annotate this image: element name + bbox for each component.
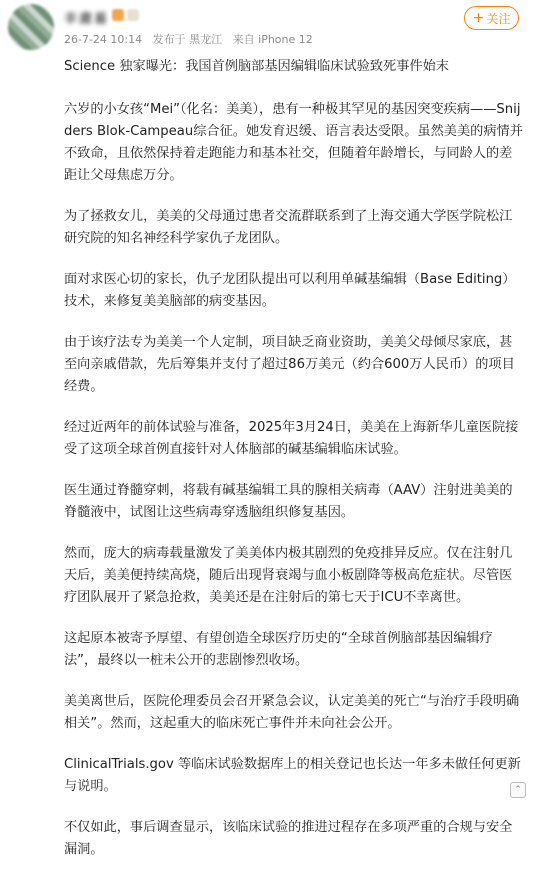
post-paragraph: 这起原本被寄予厚望、有望创造全球医疗历史的“全球首例脑部基因编辑疗法”，最终以一桩未公开的悲剧惨烈收场。 [64, 631, 493, 668]
post-paragraph: 美美离世后，医院伦理委员会召开紧急会议，认定美美的死亡“与治疗手段明确相关”。然而，这起重大的临床死亡事件并未向社会公开。 [64, 694, 520, 731]
post-location: 发布于 黑龙江 [152, 33, 223, 46]
post-paragraph: 医生通过脊髓穿刺，将载有碱基编辑工具的腺相关病毒（AAV）注射进美美的脊髓液中，试图让这些病毒穿透脑组织修复基因。 [64, 483, 513, 520]
post-meta [64, 31, 320, 47]
post-paragraph: 为了拯救女儿，美美的父母通过患者交流群联系到了上海交通大学医学院松江研究院的知名神经科学家仇子龙团队。 [64, 209, 513, 246]
follow-label: 关注 [486, 11, 511, 26]
post-device: 来自 iPhone 12 [232, 33, 313, 46]
author-name[interactable]: 丰肃易 [64, 12, 110, 27]
post-timestamp: 26-7-24 10:14 [64, 33, 143, 46]
post-paragraph: 然而，庞大的病毒载量激发了美美体内极其剧烈的免疫排异反应。仅在注射几天后，美美便持续高烧，随后出现肾衰竭与血小板剧降等极高危症状。尽管医疗团队展开了紧急抢救，美美还是在注射后的第七天于ICU不幸离世。 [64, 546, 513, 605]
post-paragraph: 面对求医心切的家长，仇子龙团队提出可以利用单碱基编辑（Base Editing）技术，来修复美美脑部的病变基因。 [64, 272, 516, 309]
expand-icon[interactable]: ⌃ [510, 782, 526, 798]
post-header [0, 0, 534, 52]
avatar[interactable] [8, 4, 54, 50]
post-paragraph: 不仅如此，事后调查显示，该临床试验的推进过程存在多项严重的合规与安全漏洞。 [64, 820, 513, 857]
post-body [64, 56, 524, 880]
post-paragraph: 由于该疗法专为美美一个人定制，项目缺乏商业资助，美美父母倾尽家底，甚至向亲戚借款，先后筹集并支付了超过86万美元（约合600万人民币）的项目经费。 [64, 335, 515, 394]
post-paragraph: Science 独家曝光：我国首例脑部基因编辑临床试验致死事件始末 [64, 59, 449, 74]
post-paragraph: 六岁的小女孩“Mei”（化名：美美），患有一种极其罕见的基因突变疾病——Snijders Blok-Campeau综合征。她发育迟缓、语言表达受限。虽然美美的病情并不致命，且依然保持着走跑能力和基本社交，但随着年龄增长，与同龄人的差距让父母焦虑万分。 [64, 102, 523, 183]
post-paragraph: 经过近两年的前体试验与准备，2025年3月24日，美美在上海新华儿童医院接受了这项全球首例直接针对人体脑部的碱基编辑临床试验。 [64, 420, 519, 457]
author-badges [112, 9, 139, 21]
vip-badge-icon [112, 9, 124, 21]
post-paragraph: ClinicalTrials.gov 等临床试验数据库上的相关登记也长达一年多未做任何更新与说明。 [64, 757, 521, 794]
follow-button[interactable] [464, 6, 519, 30]
plus-icon: + [472, 10, 485, 26]
fan-badge-icon [127, 9, 139, 21]
